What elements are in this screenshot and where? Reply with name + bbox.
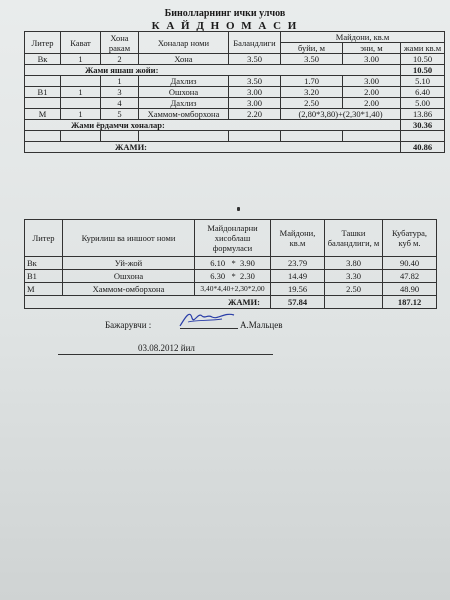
cell-balandlik: 3.50 [229, 76, 281, 87]
cell-tashqi: 3.30 [325, 270, 383, 283]
header-xona-raqami: Хона ракам [101, 32, 139, 54]
table-row [25, 98, 445, 109]
cell-jami: 13.86 [401, 109, 445, 120]
ink-dot [237, 207, 240, 211]
cell-kavat: 1 [61, 54, 101, 65]
living-total-row [25, 65, 445, 76]
cell-eni: 2.00 [343, 87, 401, 98]
cell-kavat [61, 76, 101, 87]
header-nomi: Курилиш ва иншоот номи [63, 220, 195, 257]
cell-tashqi: 3.80 [325, 257, 383, 270]
header-eni: эни, м [343, 43, 401, 54]
cell-nomi: Ошхона [63, 270, 195, 283]
living-total-label: Жами яшаш жойи: [25, 65, 401, 76]
cell-buyi: 3.50 [281, 54, 343, 65]
aux-total-value: 30.36 [401, 120, 445, 131]
grand-total-value: 40.86 [401, 142, 445, 153]
header-kavat: Кават [61, 32, 101, 54]
cell-maydoni: 14.49 [271, 270, 325, 283]
empty-row [25, 131, 445, 142]
grand-total-row [25, 142, 445, 153]
cell-nomi: Дахлиз [139, 76, 229, 87]
cell-buyi: 3.20 [281, 87, 343, 98]
cell-nomi: Хаммом-омборхона [63, 283, 195, 296]
cell-buyi: 1.70 [281, 76, 343, 87]
cell-liter: В1 [25, 270, 63, 283]
header-formula: Майдонларни хисоблаш формуласи [195, 220, 271, 257]
cell-liter: М [25, 109, 61, 120]
cell-maydoni: 23.79 [271, 257, 325, 270]
aux-total-label: Жами ёрдамчи хоналар: [25, 120, 401, 131]
cell-formula: 6.10 * 3.90 [195, 257, 271, 270]
table-row [25, 109, 445, 120]
cell-nomi: Уй-жой [63, 257, 195, 270]
cell-formula: (2,80*3,80)+(2,30*1,40) [281, 109, 401, 120]
total-volume: 187.12 [383, 296, 437, 309]
aux-total-row [25, 120, 445, 131]
table-row [25, 87, 445, 98]
cell-xona: 1 [101, 76, 139, 87]
cell-balandlik: 3.00 [229, 98, 281, 109]
cell-xona: 5 [101, 109, 139, 120]
total-label: ЖАМИ: [25, 296, 271, 309]
cell-kubatura: 48.90 [383, 283, 437, 296]
cell-jami: 5.10 [401, 76, 445, 87]
header-maydoni: Майдони, кв.м [281, 32, 445, 43]
cell-balandlik: 3.50 [229, 54, 281, 65]
header-tashqi: Ташки баландлиги, м [325, 220, 383, 257]
document-title: Бинолларнинг ички улчов [164, 8, 286, 19]
cell-liter [25, 76, 61, 87]
cell-kubatura: 90.40 [383, 257, 437, 270]
header-maydoni: Майдони, кв.м [271, 220, 325, 257]
header-liter: Литер [25, 220, 63, 257]
handwritten-signature [178, 306, 238, 330]
cell-xona: 3 [101, 87, 139, 98]
cell-liter: М [25, 283, 63, 296]
cell-balandlik: 3.00 [229, 87, 281, 98]
cell-formula: 3,40*4,40+2,30*2,00 [195, 283, 271, 296]
cell-liter: Вк [25, 257, 63, 270]
table-row [25, 76, 445, 87]
table-row [25, 54, 445, 65]
cell-maydoni: 19.56 [271, 283, 325, 296]
executor-label: Бажарувчи : [105, 320, 152, 330]
date-underline [58, 354, 273, 355]
cell-jami: 5.00 [401, 98, 445, 109]
cell-eni: 3.00 [343, 54, 401, 65]
cell-jami: 10.50 [401, 54, 445, 65]
cell-kavat: 1 [61, 109, 101, 120]
header-xonalar-nomi: Хоналар номи [139, 32, 229, 54]
rooms-table [24, 31, 445, 153]
cell-tashqi: 2.50 [325, 283, 383, 296]
cell-liter [25, 98, 61, 109]
header-jami: жами кв.м [401, 43, 445, 54]
document-date: 03.08.2012 йил [138, 343, 195, 353]
cell-formula: 6.30 * 2.30 [195, 270, 271, 283]
cell-kavat: 1 [61, 87, 101, 98]
table-header-row [25, 220, 437, 257]
document-subtitle: К А Й Д Н О М А С И [151, 20, 299, 32]
cell-eni: 2.00 [343, 98, 401, 109]
executor-name: А.Мальцев [240, 320, 283, 330]
table-header-row [25, 32, 445, 43]
header-kubatura: Кубатура, куб м. [383, 220, 437, 257]
cell-jami: 6.40 [401, 87, 445, 98]
table-row [25, 270, 437, 283]
cell-nomi: Дахлиз [139, 98, 229, 109]
structures-table [24, 219, 437, 309]
table-row [25, 257, 437, 270]
table-row [25, 283, 437, 296]
cell-liter: В1 [25, 87, 61, 98]
cell-nomi: Хона [139, 54, 229, 65]
cell-buyi: 2.50 [281, 98, 343, 109]
cell-nomi: Хаммом-омборхона [139, 109, 229, 120]
cell-nomi: Ошхона [139, 87, 229, 98]
cell-liter: Вк [25, 54, 61, 65]
total-area: 57.84 [271, 296, 325, 309]
cell-xona: 2 [101, 54, 139, 65]
cell-xona: 4 [101, 98, 139, 109]
cell-kavat [61, 98, 101, 109]
signature-line [180, 328, 238, 329]
cell-eni: 3.00 [343, 76, 401, 87]
living-total-value: 10.50 [401, 65, 445, 76]
header-buyi: буйи, м [281, 43, 343, 54]
cell-kubatura: 47.82 [383, 270, 437, 283]
header-liter: Литер [25, 32, 61, 54]
cell-balandlik: 2.20 [229, 109, 281, 120]
grand-total-label: ЖАМИ: [25, 142, 401, 153]
header-balandligi: Баландлиги [229, 32, 281, 54]
